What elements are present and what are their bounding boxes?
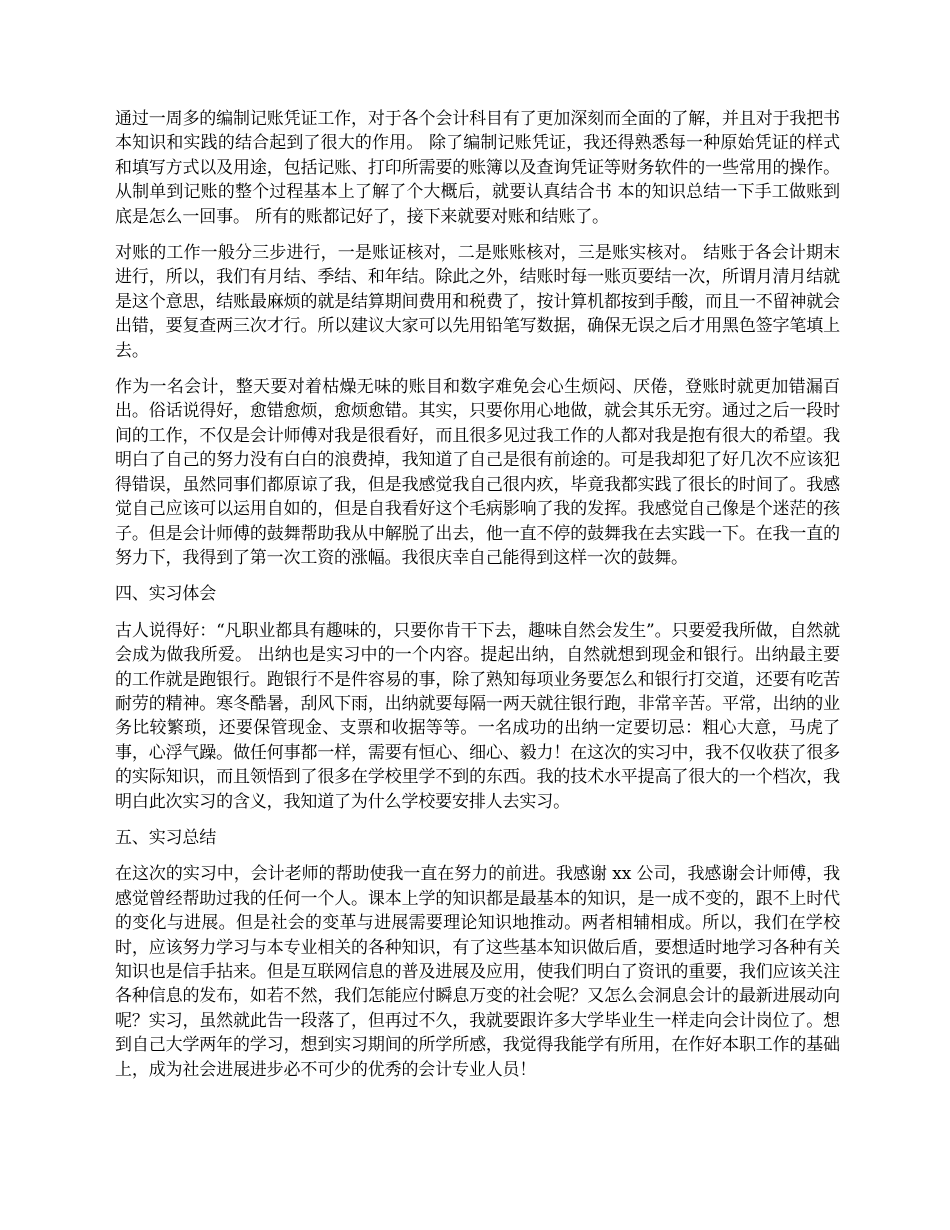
paragraph-summary: 在这次的实习中，会计老师的帮助使我一直在努力的前进。我感谢 xx 公司，我感谢会计师傅，我感觉曾经帮助过我的任何一个人。课本上学的知识都是最基本的知识，是一成不变的，跟不上时代的变化与进展。但是社会的变革与进展需要理论知识地推动。两者相辅相成。所以，我们在学校时，应该努力学习与本专业相关的各种知识，有了这些基本知识做后盾，要想适时地学习各种有关知识也是信手拈来。但是互联网信息的普及进展及应用，使我们明白了资讯的重要，我们应该关注各种信息的发布，如若不然，我们怎能应付瞬息万变的社会呢？又怎么会洞息会计的最新进展动向呢？实习，虽然就此告一段落了，但再过不久，我就要跟许多大学毕业生一样走向会计岗位了。想到自己大学两年的学习，想到实习期间的所学所感，我觉得我能学有所用，在作好本职工作的基础上，成为社会进展进步必不可少的优秀的会计专业人员！ — [115, 864, 840, 1080]
document-page — [115, 107, 840, 1094]
paragraph-cashier: 古人说得好：“凡职业都具有趣味的，只要你肯干下去，趣味自然会发生”。只要爱我所做，自然就会成为做我所爱。 出纳也是实习中的一个内容。提起出纳，自然就想到现金和银行。出纳最主要的工作就是跑银行。跑银行不是件容易的事，除了熟知每项业务要怎么和银行打交道，还要有吃苦耐劳的精神。寒冬酷暑，刮风下雨，出纳就要每隔一两天就往银行跑，非常辛苦。平常，出纳的业务比较繁琐，还要保管现金、支票和收据等等。一名成功的出纳一定要切忌：粗心大意，马虎了事，心浮气躁。做任何事都一样，需要有恒心、细心、毅力！在这次的实习中，我不仅收获了很多的实际知识，而且领悟到了很多在学校里学不到的东西。我的技术水平提高了很大的一个档次，我明白此次实习的含义，我知道了为什么学校要安排人去实习。 — [115, 620, 840, 812]
paragraph-bookkeeping: 通过一周多的编制记账凭证工作，对于各个会计科目有了更加深刻而全面的了解，并且对于我把书本知识和实践的结合起到了很大的作用。 除了编制记账凭证，我还得熟悉每一种原始凭证的样式和填写方式以及用途，包括记账、打印所需要的账簿以及查询凭证等财务软件的一些常用的操作。从制单到记账的整个过程基本上了解了个大概后，就要认真结合书 本的知识总结一下手工做账到底是怎么一回事。 所有的账都记好了，接下来就要对账和结账了。 — [115, 109, 840, 227]
paragraph-accountant-work: 作为一名会计，整天要对着枯燥无味的账目和数字难免会心生烦闷、厌倦，登账时就更加错漏百出。俗话说得好，愈错愈烦，愈烦愈错。其实，只要你用心地做，就会其乐无穷。通过之后一段时间的工作，不仅是会计师傅对我是很看好，而且很多见过我工作的人都对我是抱有很大的希望。我明白了自己的努力没有白白的浪费掉，我知道了自己是很有前途的。可是我却犯了好几次不应该犯得错误，虽然同事们都原谅了我，但是我感觉我自己很内疚，毕竟我都实践了很长的时间了。我感觉自己应该可以运用自如的，但是自我看好这个毛病影响了我的发挥。我感觉自己像是个迷茫的孩子。但是会计师傅的鼓舞帮助我从中解脱了出去，他一直不停的鼓舞我在去实践一下。在我一直的努力下，我得到了第一次工资的涨幅。我很庆幸自己能得到这样一次的鼓舞。 — [115, 377, 840, 568]
section-heading-internship-experience: 四、实习体会 — [115, 584, 217, 605]
section-heading-internship-summary: 五、实习总结 — [115, 827, 217, 848]
paragraph-reconciliation: 对账的工作一般分三步进行，一是账证核对，二是账账核对，三是账实核对。 结账于各会计期末进行，所以，我们有月结、季结、和年结。除此之外，结账时每一账页要结一次，所谓月清月结就是这个意思，结账最麻烦的就是结算期间费用和税费了，按计算机都按到手酸，而且一不留神就会出错，要复查两三次才行。所以建议大家可以先用铅笔写数据，确保无误之后才用黑色签字笔填上去。 — [115, 243, 840, 361]
